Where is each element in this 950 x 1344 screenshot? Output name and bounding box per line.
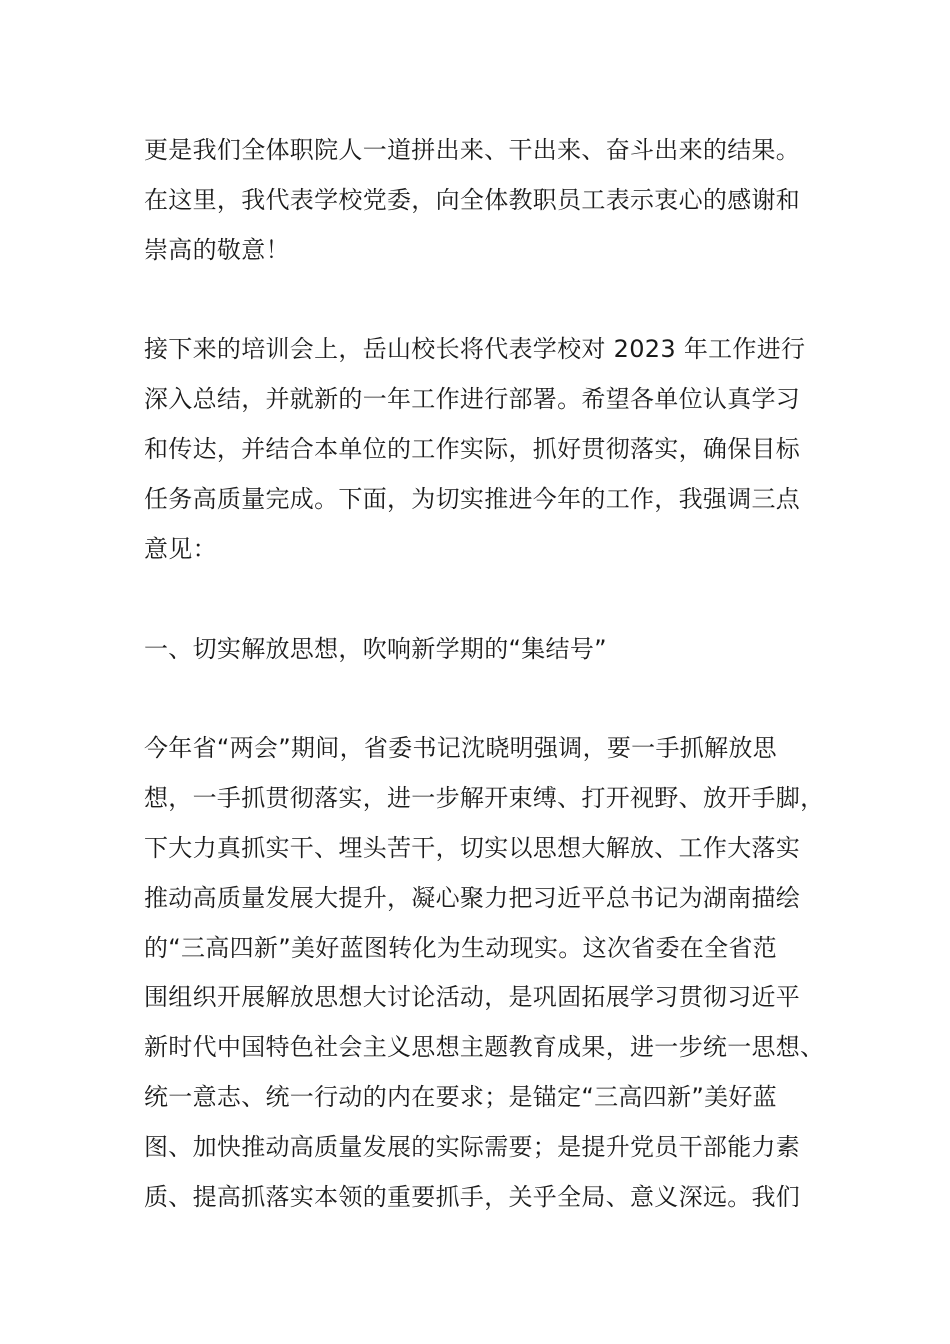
paragraph-3-line: 围组织开展解放思想大讨论活动，是巩固拓展学习贯彻习近平	[144, 983, 801, 1011]
paragraph-2-line: 意见：	[144, 535, 217, 563]
paragraph-1-line: 更是我们全体职院人一道拼出来、干出来、奋斗出来的结果。	[144, 136, 801, 164]
paragraph-3-line: 推动高质量发展大提升，凝心聚力把习近平总书记为湖南描绘	[144, 884, 801, 912]
paragraph-3-line: 质、提高抓落实本领的重要抓手，关乎全局、意义深远。我们	[144, 1183, 801, 1211]
section-heading: 一、切实解放思想，吹响新学期的“集结号”	[144, 635, 607, 663]
paragraph-2-line: 任务高质量完成。下面，为切实推进今年的工作，我强调三点	[144, 485, 801, 513]
paragraph-2-line: 和传达，并结合本单位的工作实际，抓好贯彻落实，确保目标	[144, 435, 801, 463]
paragraph-3-line: 图、加快推动高质量发展的实际需要；是提升党员干部能力素	[144, 1133, 801, 1161]
paragraph-3-line: 统一意志、统一行动的内在要求；是锚定“三高四新”美好蓝	[144, 1083, 777, 1111]
paragraph-3-line: 新时代中国特色社会主义思想主题教育成果，进一步统一思想、	[144, 1033, 825, 1061]
paragraph-3-line: 下大力真抓实干、埋头苦干，切实以思想大解放、工作大落实	[144, 834, 801, 862]
paragraph-1-line: 崇高的敬意！	[144, 236, 290, 264]
paragraph-2-line: 深入总结，并就新的一年工作进行部署。希望各单位认真学习	[144, 385, 801, 413]
paragraph-2-line: 接下来的培训会上，岳山校长将代表学校对 2023 年工作进行	[144, 335, 806, 363]
paragraph-3-line: 的“三高四新”美好蓝图转化为生动现实。这次省委在全省范	[144, 934, 777, 962]
paragraph-1-line: 在这里，我代表学校党委，向全体教职员工表示衷心的感谢和	[144, 186, 801, 214]
paragraph-3-line: 想，一手抓贯彻落实，进一步解开束缚、打开视野、放开手脚，	[144, 784, 825, 812]
paragraph-3-line: 今年省“两会”期间，省委书记沈晓明强调，要一手抓解放思	[144, 734, 777, 762]
